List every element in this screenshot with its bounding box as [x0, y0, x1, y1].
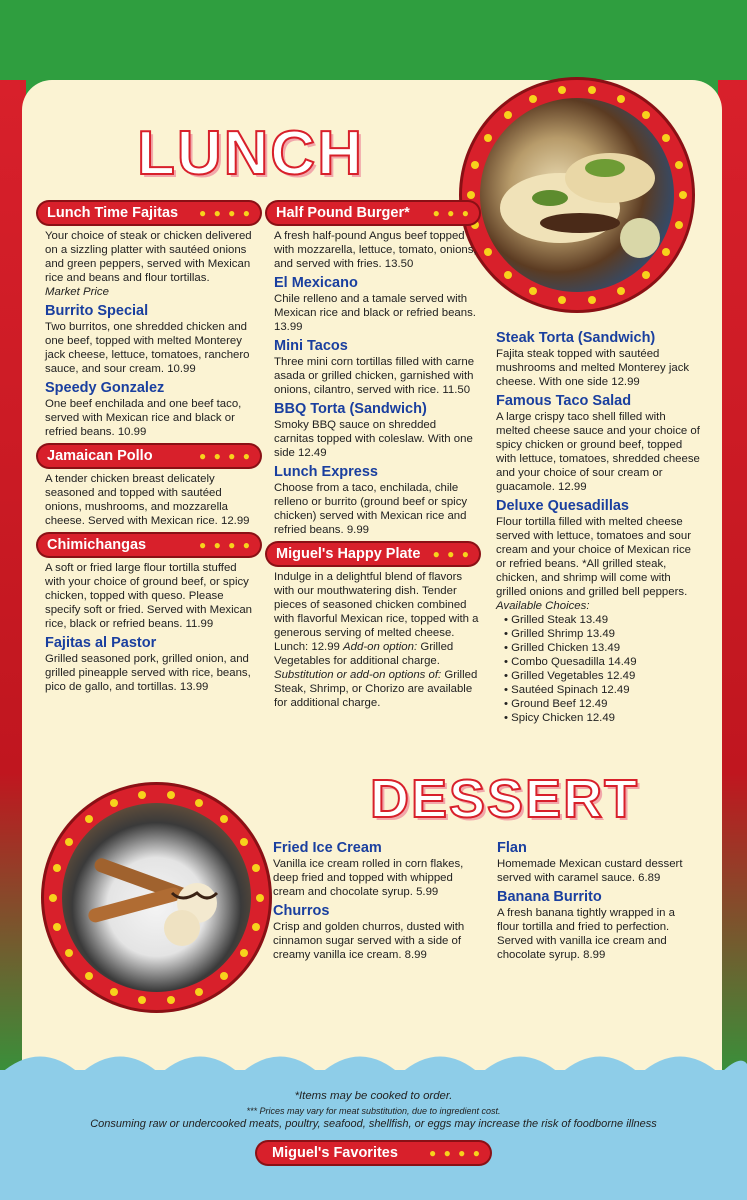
- menu-item-mini-tacos: [267, 338, 479, 397]
- lunch-title: LUNCH: [137, 119, 364, 188]
- marquee-bulb: [679, 191, 687, 199]
- item-title: Fried Ice Cream: [273, 840, 382, 856]
- banner-label: Jamaican Pollo: [47, 448, 153, 464]
- marquee-bulb: [529, 95, 537, 103]
- item-description: Grilled seasoned pork, grilled onion, and grilled pineapple served with rice, beans, pico de gallo, and tortillas. 13.99: [45, 653, 251, 693]
- banner-label: Chimichangas: [47, 537, 147, 553]
- marquee-bulb: [240, 949, 248, 957]
- banner-label: Miguel's Happy Plate: [276, 546, 421, 562]
- churros-photo-frame: [44, 785, 269, 1010]
- banner-label: Half Pound Burger*: [276, 205, 410, 221]
- item-description: Crisp and golden churros, dusted with cinnamon sugar served with a side of creamy vanilla ice cream. 8.99: [273, 921, 465, 961]
- choice-item: • Grilled Chicken 13.49: [504, 641, 700, 655]
- banner-chimichangas: [38, 534, 260, 556]
- menu-item-el-mexicano: [267, 275, 479, 334]
- item-description: A tender chicken breast delicately seasoned and topped with sautéed onions, mushrooms, and mozzarella cheese. Served with Mexican rice. 12.99: [45, 473, 250, 527]
- banner-half-pound-burger: [267, 202, 479, 224]
- marquee-bulb: [467, 191, 475, 199]
- banner-lunch-time-fajitas: [38, 202, 260, 224]
- menu-item-burger: [267, 229, 479, 271]
- menu-item-churros: [273, 903, 483, 962]
- marquee-bulb: [588, 296, 596, 304]
- column-1: [38, 202, 260, 698]
- column-3: [490, 330, 700, 729]
- item-title: Churros: [273, 903, 330, 919]
- substitution-description: Grilled Steak, Shrimp, or Chorizo are available for additional charge.: [274, 669, 478, 709]
- item-description: A soft or fried large flour tortilla stuffed with your choice of ground beef, or spicy chicken, topped with queso. Please specify soft or fried. Served with Mexican rice, black or refried beans. 11.99: [45, 562, 253, 630]
- menu-item-happy-plate: [267, 570, 479, 710]
- marquee-bulb: [65, 838, 73, 846]
- banner-dots: ● ● ● ●: [199, 449, 252, 463]
- marquee-bulb: [65, 949, 73, 957]
- tacos-photo-frame: [462, 80, 692, 310]
- item-title: Banana Burrito: [497, 889, 602, 905]
- choices-label: Available Choices:: [496, 600, 590, 612]
- item-title: Mini Tacos: [274, 338, 348, 354]
- item-price: Market Price: [45, 286, 109, 298]
- menu-item-banana-burrito: [497, 889, 697, 962]
- marquee-bulb: [195, 799, 203, 807]
- item-description: One beef enchilada and one beef taco, served with Mexican rice and black or refried beans. 10.99: [45, 398, 242, 438]
- item-title: El Mexicano: [274, 275, 358, 291]
- marquee-bulb: [256, 894, 264, 902]
- menu-item-fried-ice-cream: [273, 840, 483, 899]
- marquee-bulb: [558, 86, 566, 94]
- marquee-bulb: [252, 923, 260, 931]
- tacos-image: [480, 98, 674, 292]
- marquee-bulb: [558, 296, 566, 304]
- choice-item: • Grilled Shrimp 13.49: [504, 627, 700, 641]
- marquee-bulb: [484, 248, 492, 256]
- marquee-bulb: [85, 815, 93, 823]
- marquee-bulb: [662, 134, 670, 142]
- choice-item: • Spicy Chicken 12.49: [504, 711, 700, 725]
- churros-image: [62, 803, 251, 992]
- marquee-bulb: [675, 161, 683, 169]
- marquee-bulb: [138, 996, 146, 1004]
- marquee-bulb: [85, 972, 93, 980]
- item-description: A fresh banana tightly wrapped in a flour tortilla and fried to perfection. Served with vanilla ice cream and chocolate syrup. 8.99: [497, 907, 675, 961]
- marquee-bulb: [167, 791, 175, 799]
- right-red-band: [718, 80, 747, 1070]
- item-description: Flour tortilla filled with melted cheese served with lettuce, tomatoes and sour cream and your choice of Mexican rice or refried beans. *All grilled steak, chicken, and shrimp will come with grilled onions and grilled bell peppers.: [496, 516, 692, 598]
- menu-item-bbq-torta: [267, 401, 479, 460]
- choice-item: • Combo Quesadilla 14.49: [504, 655, 700, 669]
- marquee-bulb: [220, 972, 228, 980]
- marquee-bulb: [167, 996, 175, 1004]
- menu-item-steak-torta: [490, 330, 700, 389]
- banner-dots: ● ● ● ●: [429, 1146, 482, 1160]
- marquee-bulb: [195, 988, 203, 996]
- addon-label: Add-on option:: [343, 641, 418, 653]
- menu-item-jamaican-pollo: [38, 472, 260, 528]
- item-description: Homemade Mexican custard dessert served with caramel sauce. 6.89: [497, 858, 683, 884]
- banner-miguels-happy-plate: [267, 543, 479, 565]
- marquee-bulb: [138, 791, 146, 799]
- menu-item-burrito-special: [38, 303, 260, 376]
- item-description: Your choice of steak or chicken delivered on a sizzling platter with sautéed onions and green peppers, served with Mexican rice and beans and flour tortillas.: [45, 230, 252, 284]
- item-title: Flan: [497, 840, 527, 856]
- item-title: Burrito Special: [45, 303, 149, 319]
- menu-item-flan: [497, 840, 697, 885]
- banner-jamaican-pollo: [38, 445, 260, 467]
- marquee-bulb: [642, 111, 650, 119]
- choice-item: • Grilled Steak 13.49: [504, 613, 700, 627]
- marquee-bulb: [110, 799, 118, 807]
- marquee-bulb: [49, 894, 57, 902]
- item-description: Three mini corn tortillas filled with carne asada or grilled chicken, garnished with onions, cilantro, served with rice. 11.50: [274, 356, 475, 396]
- marquee-bulb: [662, 248, 670, 256]
- choice-item: • Grilled Vegetables 12.49: [504, 669, 700, 683]
- banner-label: Miguel's Favorites: [272, 1145, 398, 1161]
- tacos-photo: [480, 98, 674, 292]
- column-2: [267, 202, 479, 714]
- addon-description: Grilled Vegetables for additional charge.: [274, 641, 454, 667]
- marquee-bulb: [529, 287, 537, 295]
- marquee-bulb: [484, 134, 492, 142]
- item-description: Chile relleno and a tamale served with Mexican rice and black or refried beans. 13.99: [274, 293, 476, 333]
- item-title: BBQ Torta (Sandwich): [274, 401, 427, 417]
- marquee-bulb: [53, 923, 61, 931]
- item-description: Choose from a taco, enchilada, chile relleno or burrito (ground beef or spicy chicken) served with Mexican rice and refried beans. 9.99: [274, 482, 468, 536]
- item-title: Lunch Express: [274, 464, 378, 480]
- item-description: Indulge in a delightful blend of flavors with our mouthwatering dish. Tender pieces of seasoned chicken combined with flavorful Mexican rice, topped with a generous serving of melted cheese. Lunch: 12.99: [274, 571, 479, 653]
- marquee-bulb: [471, 161, 479, 169]
- marquee-bulb: [53, 864, 61, 872]
- item-title: Speedy Gonzalez: [45, 380, 165, 396]
- marquee-bulb: [504, 111, 512, 119]
- marquee-bulb: [675, 221, 683, 229]
- marquee-bulb: [642, 271, 650, 279]
- dessert-title: DESSERT: [370, 769, 640, 829]
- choice-item: • Sautéed Spinach 12.49: [504, 683, 700, 697]
- item-description: A fresh half-pound Angus beef topped with mozzarella, lettuce, tomato, onions, and served with fries. 13.50: [274, 230, 477, 270]
- item-description: Fajita steak topped with sautéed mushrooms and melted Monterey jack cheese. With one side 12.99: [496, 348, 690, 388]
- menu-item-deluxe-quesadillas: [490, 498, 700, 725]
- menu-item-lunch-express: [267, 464, 479, 537]
- item-description: Vanilla ice cream rolled in corn flakes, deep fried and topped with whipped cream and chocolate syrup. 5.99: [273, 858, 464, 898]
- banner-dots: ● ● ●: [432, 206, 471, 220]
- banner-dots: ● ● ● ●: [199, 538, 252, 552]
- footer-note-consuming: Consuming raw or undercooked meats, poultry, seafood, shellfish, or eggs may increase the risk of foodborne illness: [90, 1118, 657, 1130]
- footer-note-cooked: *Items may be cooked to order.: [294, 1090, 453, 1102]
- item-title: Deluxe Quesadillas: [496, 498, 629, 514]
- item-title: Famous Taco Salad: [496, 393, 632, 409]
- marquee-bulb: [617, 95, 625, 103]
- banner-label: Lunch Time Fajitas: [47, 205, 179, 221]
- menu-item-fajitas-al-pastor: [38, 635, 260, 694]
- marquee-bulb: [110, 988, 118, 996]
- scallop-edge: [0, 1044, 747, 1084]
- item-title: Steak Torta (Sandwich): [496, 330, 656, 346]
- marquee-bulb: [588, 86, 596, 94]
- substitution-label: Substitution or add-on options of:: [274, 669, 442, 681]
- item-description: Smoky BBQ sauce on shredded carnitas topped with coleslaw. With one side 12.49: [274, 419, 473, 459]
- banner-dots: ● ● ● ●: [199, 206, 252, 220]
- churros-photo: [62, 803, 251, 992]
- marquee-bulb: [617, 287, 625, 295]
- marquee-bulb: [252, 864, 260, 872]
- menu-item-speedy-gonzalez: [38, 380, 260, 439]
- banner-miguels-favorites: [257, 1142, 490, 1164]
- item-title: Fajitas al Pastor: [45, 635, 157, 651]
- marquee-bulb: [240, 838, 248, 846]
- dessert-column-2: [497, 840, 697, 966]
- menu-item-fajitas: [38, 229, 260, 299]
- choice-item: • Ground Beef 12.49: [504, 697, 700, 711]
- banner-dots: ● ● ●: [432, 547, 471, 561]
- marquee-bulb: [504, 271, 512, 279]
- menu-item-chimichangas: [38, 561, 260, 631]
- footer-note-prices: *** Prices may vary for meat substitution, due to ingredient cost.: [246, 1106, 501, 1116]
- marquee-bulb: [220, 815, 228, 823]
- menu-item-taco-salad: [490, 393, 700, 494]
- item-description: Two burritos, one shredded chicken and one beef, topped with melted Monterey jack cheese, lettuce, tomatoes, ranchero sauce, and sour cream. 10.99: [45, 321, 250, 375]
- choices-list: [496, 613, 700, 725]
- item-description: A large crispy taco shell filled with melted cheese sauce and your choice of spicy chicken or ground beef, topped with lettuce, tomatoes, shredded cheese and your choice of sour cream or guacamole. 12.99: [496, 411, 700, 493]
- dessert-column-1: [273, 840, 483, 966]
